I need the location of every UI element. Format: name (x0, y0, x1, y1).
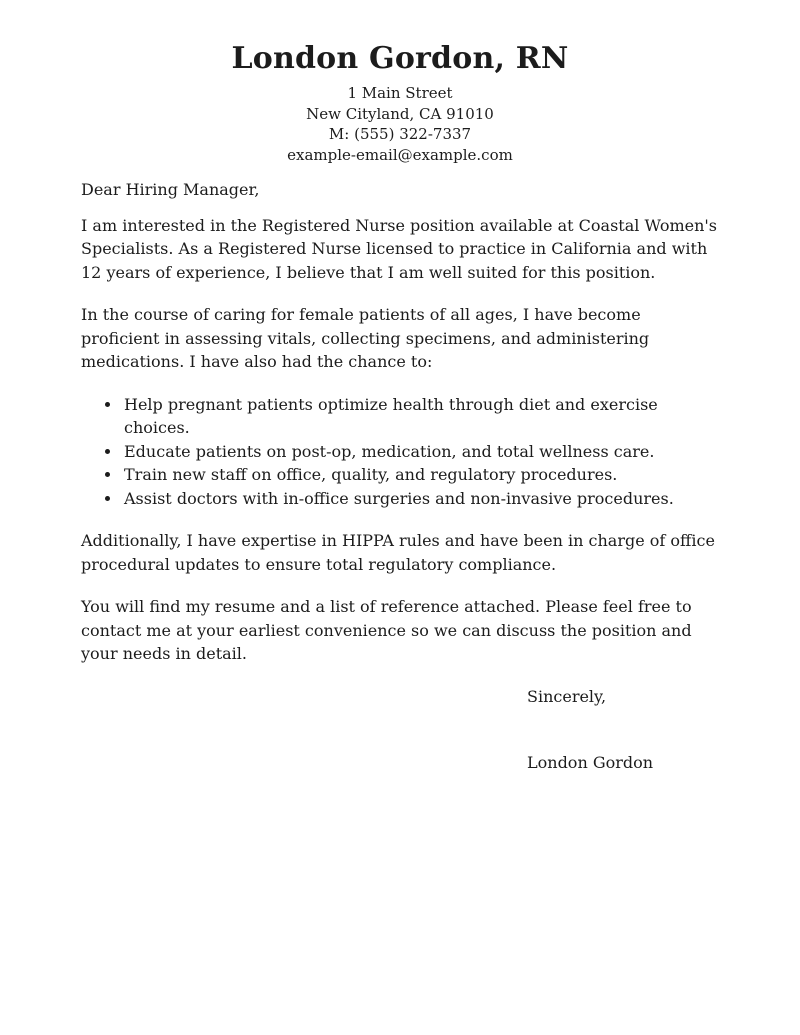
paragraph-call-to-action: You will find my resume and a list of reference attached. Please feel free to contact me at your earliest convenience so we can discuss the position and your needs in detail. (81, 597, 692, 663)
signature-name: London Gordon (527, 753, 654, 772)
paragraph-experience: In the course of caring for female patients of all ages, I have become proficient in assessing vitals, collecting specimens, and administering medications. I have also had the chance to: (81, 305, 650, 371)
email-line: example-email@example.com (287, 145, 513, 164)
address-line-1: 1 Main Street (347, 84, 453, 102)
list-item-staff-training: • Train new staff on office, quality, and regulatory procedures. (122, 463, 720, 487)
letter-body (0, 178, 800, 775)
signoff-block (527, 685, 720, 775)
list-item-assist-doctors: • Assist doctors with in-office surgeries and non-invasive procedures. (122, 487, 720, 511)
list-item-diet-exercise: • Help pregnant patients optimize health through diet and exercise choices. (122, 393, 720, 440)
address-line-2: New Cityland, CA 91010 (306, 104, 494, 123)
letterhead (0, 42, 800, 165)
salutation: Dear Hiring Manager, (81, 180, 260, 199)
list-item-patient-education: • Educate patients on post-op, medication, and total wellness care. (122, 440, 720, 464)
paragraph-compliance: Additionally, I have expertise in HIPPA rules and have been in charge of office procedural updates to ensure total regulatory compliance. (81, 531, 715, 574)
skills-list (81, 393, 720, 511)
paragraph-introduction: I am interested in the Registered Nurse position available at Coastal Women's Specialists. As a Registered Nurse licensed to practice in California and with 12 years of experience, I believe that I am well suited for this position. (81, 215, 717, 282)
phone-line: M: (555) 322-7337 (328, 125, 472, 143)
closing-salutation: Sincerely, (527, 686, 607, 706)
applicant-name: London Gordon, RN (231, 41, 569, 76)
